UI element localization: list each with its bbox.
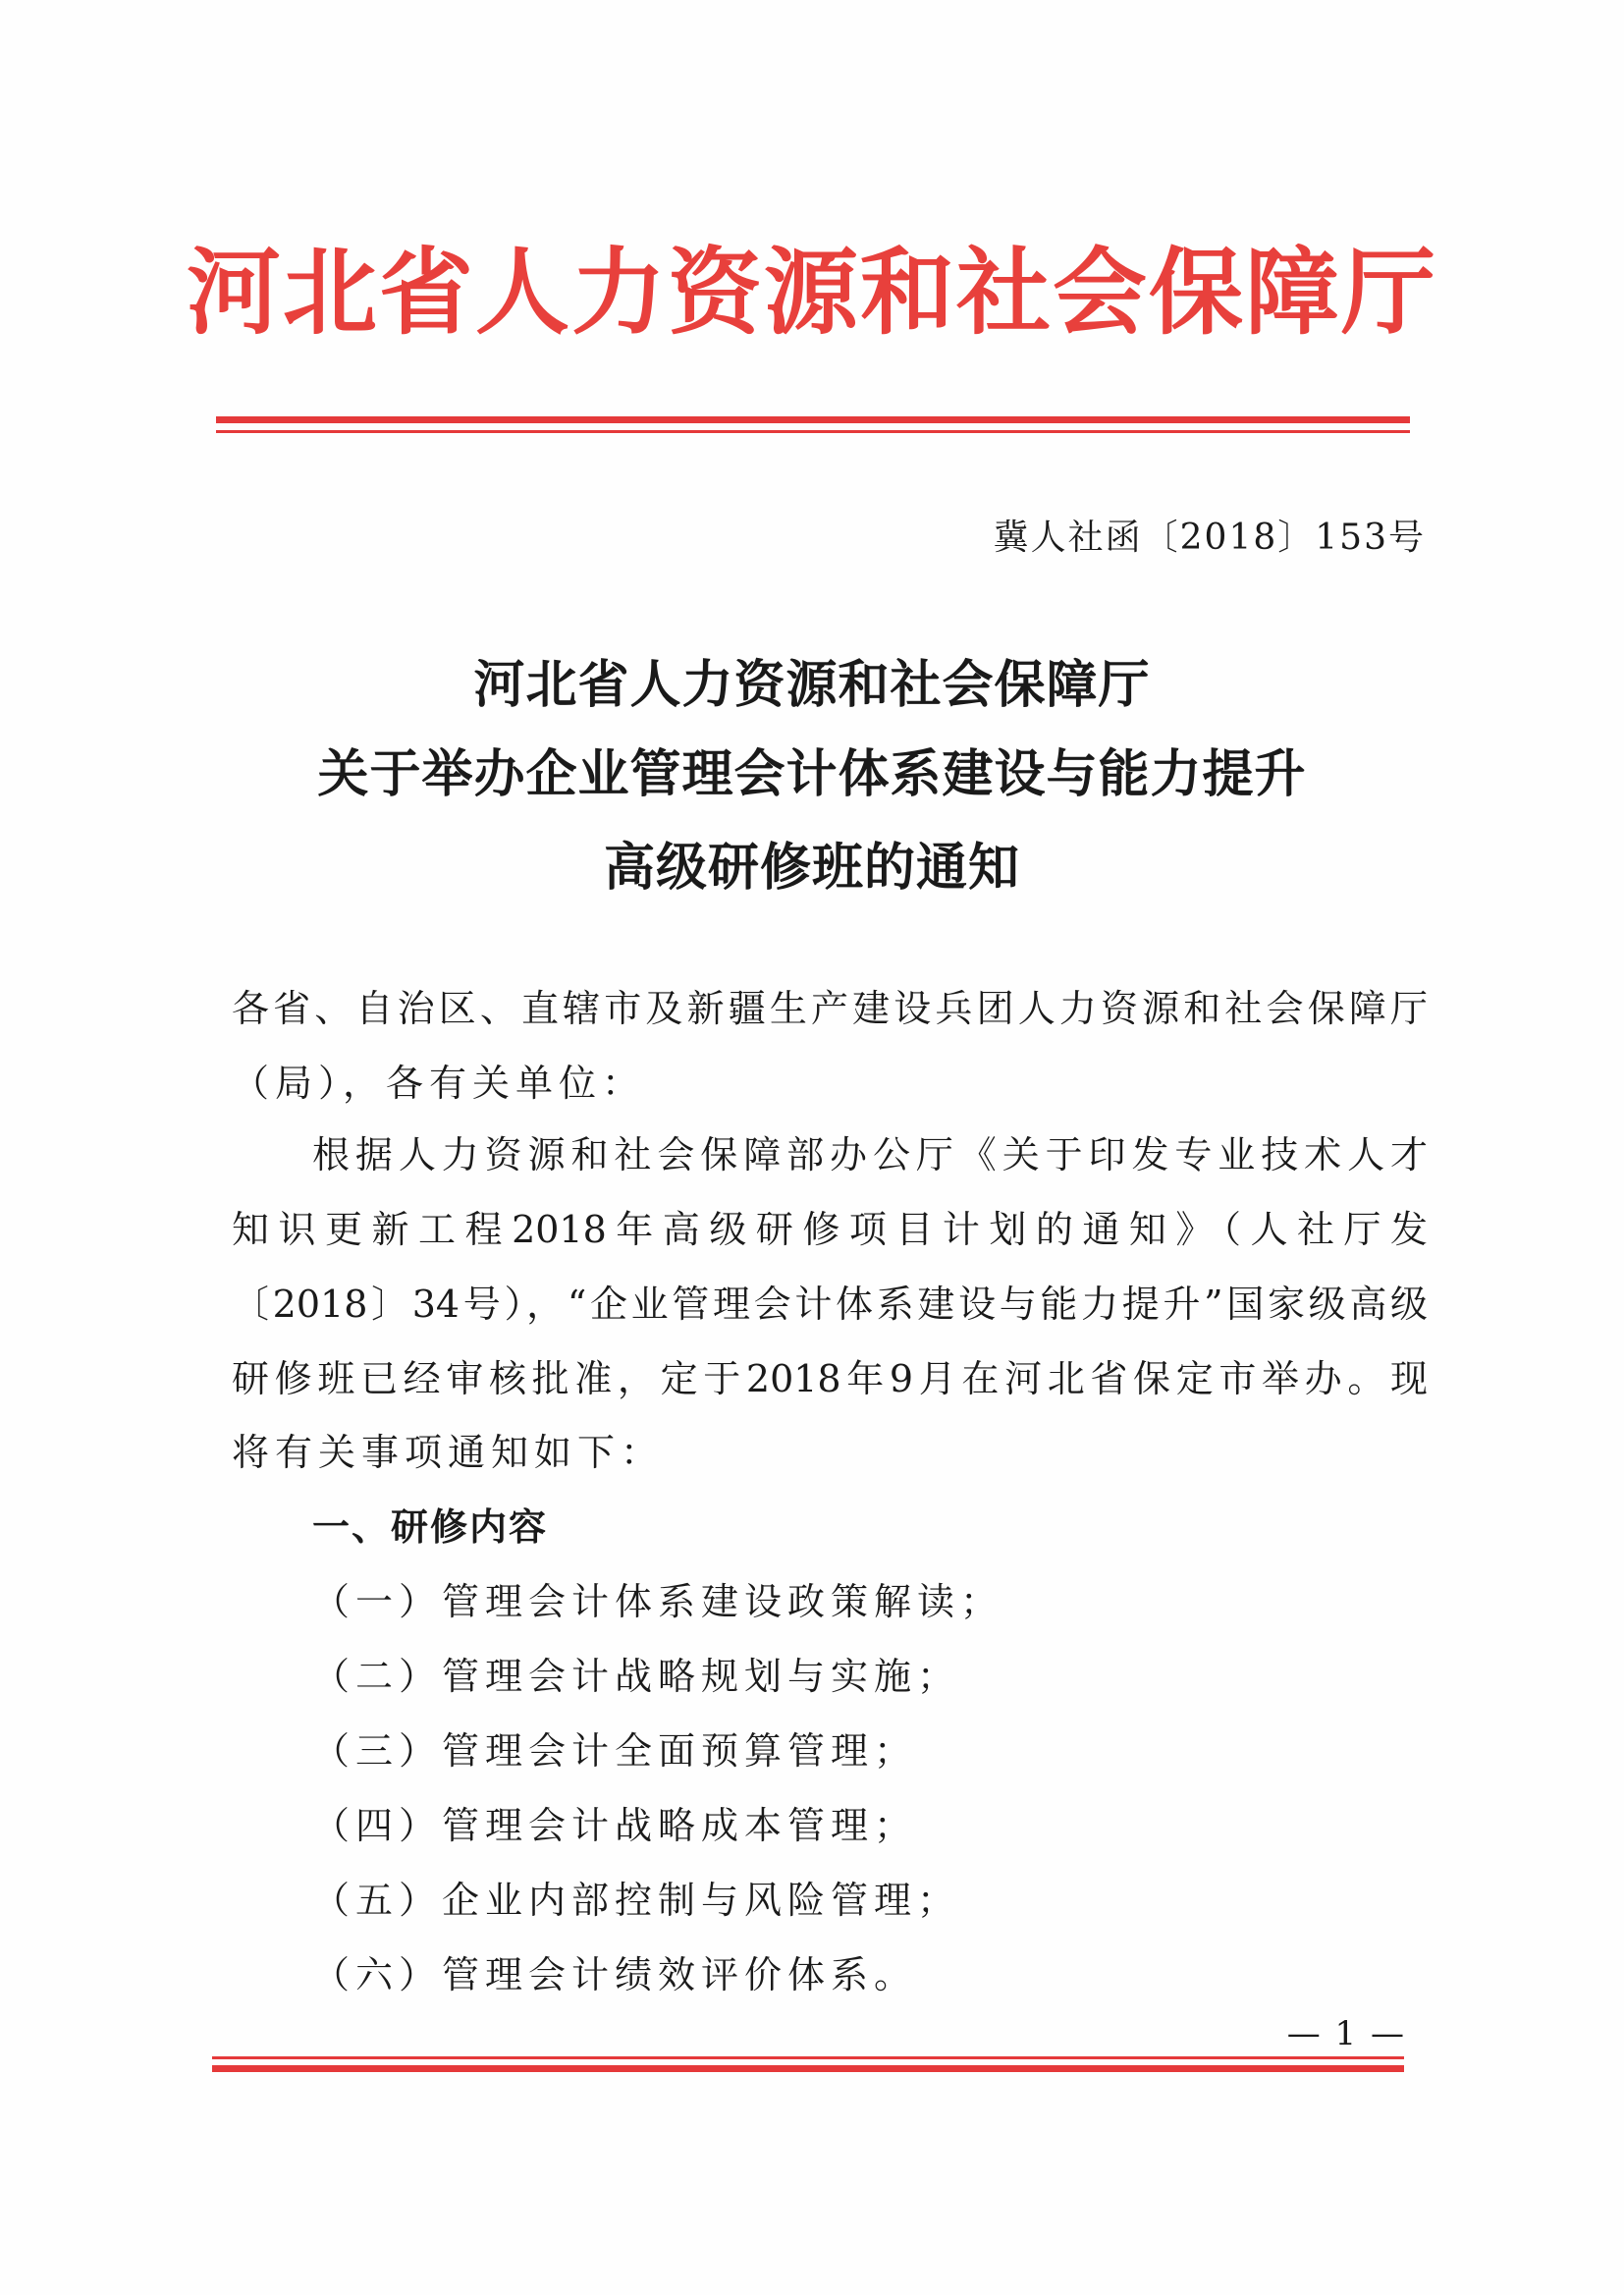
section-heading-1: 一、研修内容 [312,1505,549,1549]
footer-rule-thin [212,2056,1404,2059]
content-item-6: （六）管理会计绩效评价体系。 [312,1953,918,1996]
document-number: 冀人社函〔2018〕153号 [993,518,1426,558]
content-item-1: （一）管理会计体系建设政策解读； [312,1580,1004,1623]
paragraph-line-3: 〔2018〕34号），“企业管理会计体系建设与能力提升”国家级高级 [232,1283,1428,1326]
content-item-5: （五）企业内部控制与风险管理； [312,1879,961,1922]
content-item-3: （三）管理会计全面预算管理； [312,1729,918,1773]
content-item-2: （二）管理会计战略规划与实施； [312,1655,961,1698]
title-line-1: 河北省人力资源和社会保障厅 [473,656,1151,715]
paragraph-line-2: 知识更新工程2018年高级研修项目计划的通知》（人社厅发 [232,1208,1428,1251]
title-line-3: 高级研修班的通知 [603,839,1020,898]
title-line-2: 关于举办企业管理会计体系建设与能力提升 [317,745,1307,804]
paragraph-line-4: 研修班已经审核批准，定于2018年9月在河北省保定市举办。现 [232,1357,1428,1400]
footer-rule-thick [212,2065,1404,2072]
masthead: 河北省人力资源和社会保障厅 [187,238,1437,348]
masthead-rule-thick [216,416,1410,423]
paragraph-line-5: 将有关事项通知如下： [232,1431,665,1474]
addressee-line-1: 各省、自治区、直辖市及新疆生产建设兵团人力资源和社会保障厅 [232,987,1428,1030]
addressee-line-2: （局），各有关单位： [232,1062,646,1105]
paragraph-line-1: 根据人力资源和社会保障部办公厅《关于印发专业技术人才 [312,1133,1428,1176]
masthead-rule-thin [216,430,1410,433]
page-number: — 1 — [1286,2014,1406,2053]
content-item-4: （四）管理会计战略成本管理； [312,1804,918,1847]
